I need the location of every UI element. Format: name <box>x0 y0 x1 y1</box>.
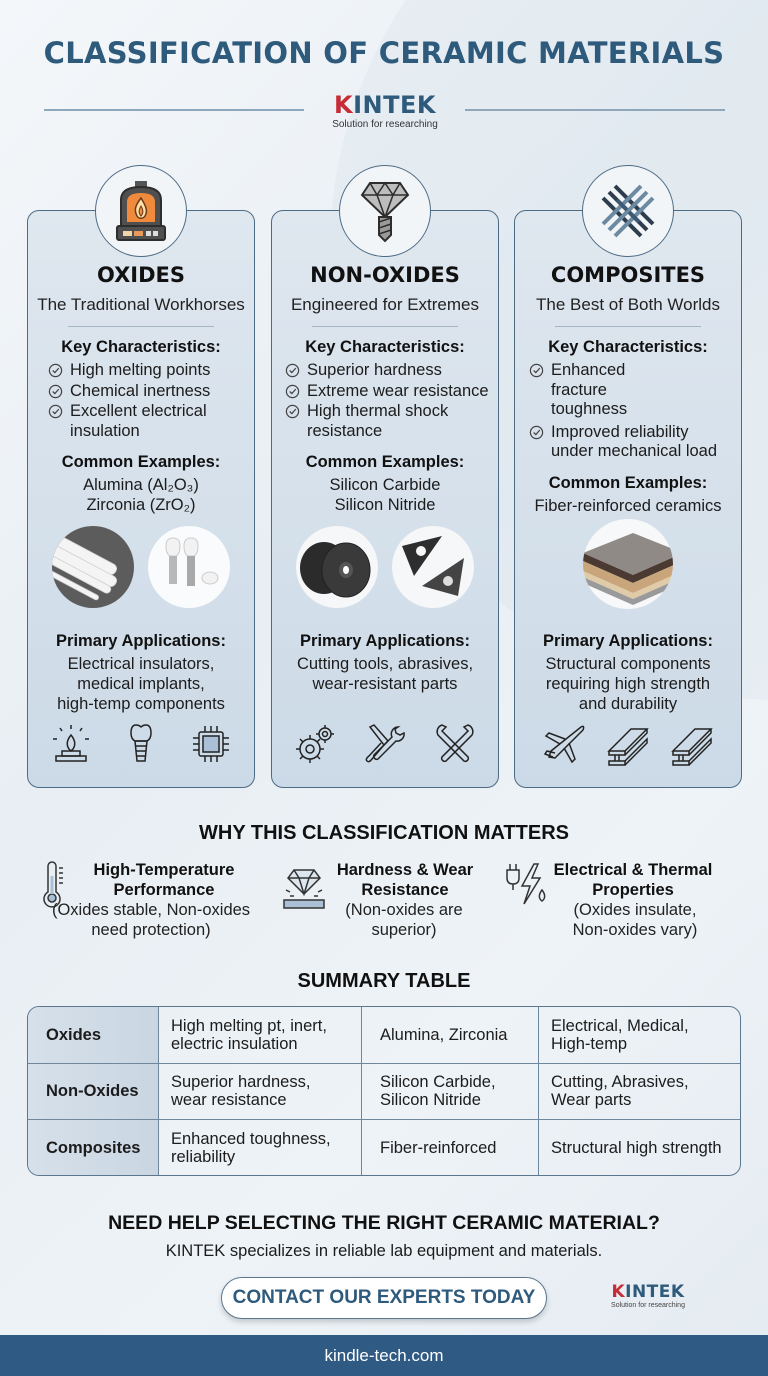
wrench-screwdriver-icon <box>362 721 408 767</box>
table-cell: High melting pt, inert, electric insulation <box>159 1007 362 1063</box>
card-non-oxides <box>271 210 499 788</box>
abrasive-discs-photo <box>296 526 378 608</box>
application-line: Cutting tools, abrasives, <box>296 655 474 673</box>
table-row <box>28 1007 740 1064</box>
cutting-inserts-photo <box>392 526 474 608</box>
why-heading: High-Temperature Performance <box>93 861 235 899</box>
furnace-icon <box>95 165 187 257</box>
table-row-header: Oxides <box>28 1007 159 1063</box>
card-divider <box>555 326 701 327</box>
example-item: Alumina (Al₂O₃) <box>83 476 199 494</box>
applications-heading: Primary Applications: <box>300 632 470 650</box>
card-title: NON-OXIDES <box>310 263 460 287</box>
divider-left <box>44 109 304 111</box>
examples-heading: Common Examples: <box>305 453 465 471</box>
check-circle-icon <box>529 363 544 378</box>
cta-heading: NEED HELP SELECTING THE RIGHT CERAMIC MATERIAL? <box>108 1212 660 1234</box>
footer-bar <box>0 1335 768 1376</box>
kintek-logo-small <box>603 1283 693 1309</box>
card-subtitle: The Best of Both Worlds <box>536 295 720 314</box>
why-heading: Electrical & Thermal Properties <box>553 861 713 899</box>
table-row-header: Composites <box>28 1120 159 1176</box>
logo-letter-k: K <box>611 1282 626 1302</box>
table-cell: Cutting, Abrasives, Wear parts <box>551 1073 689 1110</box>
characteristic-item: Improved reliability under mechanical load <box>529 423 741 462</box>
card-title: OXIDES <box>96 263 185 287</box>
table-cell: Fiber-reinforced <box>362 1120 539 1176</box>
check-circle-icon <box>285 404 300 419</box>
examples-heading: Common Examples: <box>548 473 708 492</box>
card-composites <box>514 210 742 788</box>
application-line: medical implants, <box>77 675 205 693</box>
gears-icon <box>292 721 338 767</box>
header-logo-row <box>0 92 768 132</box>
table-cell: Silicon Carbide, Silicon Nitride <box>362 1064 539 1120</box>
card-subtitle: The Traditional Workhorses <box>37 295 245 314</box>
characteristics-heading: Key Characteristics: <box>548 338 708 356</box>
alumina-rods-photo <box>52 526 134 608</box>
application-line: Electrical insulators, <box>67 655 215 673</box>
characteristics-list <box>515 361 741 462</box>
characteristic-item: Extreme wear resistance <box>285 382 498 402</box>
why-section-title: WHY THIS CLASSIFICATION MATTERS <box>199 822 569 844</box>
logo-wordmark: INTEK <box>625 1282 685 1302</box>
examples-heading: Common Examples: <box>61 453 221 471</box>
airplane-icon <box>541 721 587 767</box>
applications-heading: Primary Applications: <box>56 632 226 650</box>
summary-table-title: SUMMARY TABLE <box>297 970 471 992</box>
i-beam-icon <box>605 721 651 767</box>
i-beam-icon <box>669 721 715 767</box>
woven-fiber-icon <box>582 165 674 257</box>
why-text: (Oxides insulate, Non-oxides vary) <box>572 901 698 939</box>
table-cell: Structural high strength <box>551 1139 722 1158</box>
logo-tagline: Solution for researching <box>332 119 438 130</box>
example-photos <box>28 526 254 608</box>
why-text: (Non-oxides are superior) <box>345 901 463 939</box>
characteristic-item: Excellent electrical insulation <box>48 402 254 441</box>
card-title: COMPOSITES <box>550 263 706 287</box>
page-title: CLASSIFICATION OF CERAMIC MATERIALS <box>43 36 725 70</box>
logo-wordmark: INTEK <box>353 91 436 119</box>
crossed-wrenches-icon <box>432 721 478 767</box>
application-line: high-temp components <box>57 695 225 713</box>
applications-heading: Primary Applications: <box>543 632 713 650</box>
application-line: requiring high strength <box>545 675 711 693</box>
logo-tagline: Solution for researching <box>611 1302 685 1309</box>
example-photos <box>272 526 498 608</box>
check-circle-icon <box>48 363 63 378</box>
burner-flame-icon <box>48 721 94 767</box>
check-circle-icon <box>529 425 544 440</box>
zirconia-dental-implant-photo <box>148 526 230 608</box>
characteristics-list <box>272 361 498 441</box>
example-item: Zirconia (ZrO₂) <box>86 496 196 514</box>
divider-right <box>465 109 725 111</box>
why-text: (Oxides stable, Non-oxides need protection) <box>51 901 251 939</box>
table-row-header: Non-Oxides <box>28 1064 159 1120</box>
characteristics-heading: Key Characteristics: <box>61 338 221 356</box>
characteristics-list <box>28 361 254 441</box>
table-cell: Electrical, Medical, High-temp <box>551 1016 689 1053</box>
summary-table <box>27 1006 741 1176</box>
layered-composite-photo <box>583 519 673 609</box>
contact-experts-button[interactable]: CONTACT OUR EXPERTS TODAY <box>221 1277 547 1319</box>
logo-letter-k: K <box>334 91 354 119</box>
table-row <box>28 1064 740 1121</box>
characteristic-item: Superior hardness <box>285 361 498 381</box>
table-cell: Enhanced toughness, reliability <box>159 1120 362 1176</box>
cta-subtitle: KINTEK specializes in reliable lab equipment and materials. <box>165 1242 603 1260</box>
website-link[interactable]: kindle-tech.com <box>324 1345 444 1365</box>
characteristic-item: Chemical inertness <box>48 382 254 402</box>
application-line: and durability <box>578 695 678 713</box>
example-item: Silicon Carbide <box>329 476 441 494</box>
why-heading: Hardness & Wear Resistance <box>336 861 474 899</box>
table-row <box>28 1120 740 1176</box>
card-divider <box>312 326 458 327</box>
characteristic-item: Enhanced fracture toughness <box>529 361 741 420</box>
example-photos <box>515 519 741 609</box>
check-circle-icon <box>285 363 300 378</box>
plug-lightning-flame-icon <box>504 860 552 910</box>
check-circle-icon <box>48 404 63 419</box>
diamond-drill-icon <box>339 165 431 257</box>
kintek-logo <box>324 92 446 130</box>
example-item: Silicon Nitride <box>334 496 436 514</box>
example-item: Fiber-reinforced ceramics <box>534 496 722 515</box>
characteristics-heading: Key Characteristics: <box>305 338 465 356</box>
table-cell: Alumina, Zirconia <box>362 1007 539 1063</box>
card-divider <box>68 326 214 327</box>
check-circle-icon <box>285 384 300 399</box>
application-line: Structural components <box>545 655 711 673</box>
microchip-icon <box>188 721 234 767</box>
characteristic-item: High melting points <box>48 361 254 381</box>
card-oxides <box>27 210 255 788</box>
application-line: wear-resistant parts <box>312 675 458 693</box>
dental-implant-icon <box>118 721 164 767</box>
table-cell: Superior hardness, wear resistance <box>159 1064 362 1120</box>
characteristic-item: High thermal shock resistance <box>285 402 498 441</box>
check-circle-icon <box>48 384 63 399</box>
card-subtitle: Engineered for Extremes <box>290 295 480 314</box>
